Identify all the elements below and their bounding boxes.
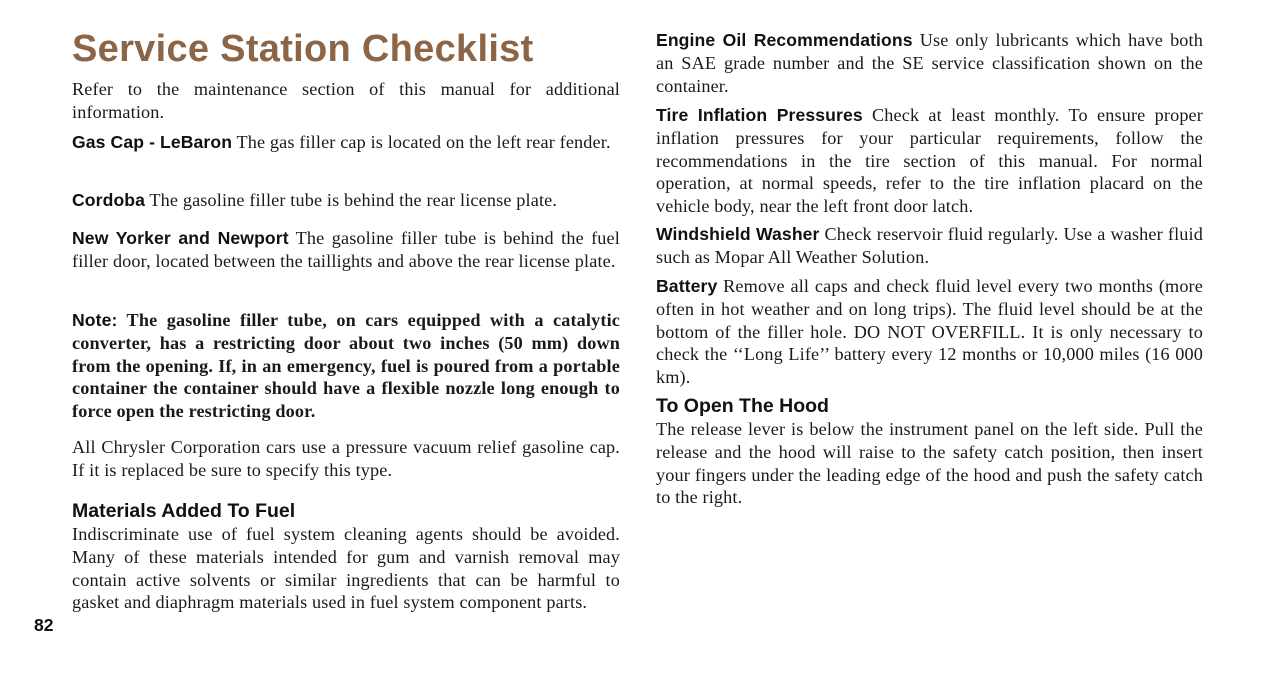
tire-inflation-paragraph bbox=[656, 104, 1203, 218]
materials-paragraph: Indiscriminate use of fuel system cleaning agents should be avoided. Many of these materials intended for gum and varnish removal may contain active solvents or similar ingredients that can be harmful to gasket and diaphragm materials used in fuel system component parts. bbox=[72, 524, 620, 613]
gas-cap-text: The gas filler cap is located on the left rear fender. bbox=[232, 132, 611, 152]
hood-heading: To Open The Hood bbox=[656, 395, 829, 417]
windshield-label: Windshield Washer bbox=[656, 224, 820, 244]
pressure-cap-paragraph: All Chrysler Corporation cars use a pressure vacuum relief gasoline cap. If it is replaced be sure to specify this type. bbox=[72, 437, 620, 480]
windshield-paragraph bbox=[656, 223, 1203, 269]
battery-text: Remove all caps and check fluid level every two months (more often in hot weather and on long trips). The fluid level should be at the bottom of the filler hole. DO NOT OVERFILL. It is only necessary to check the ‘‘Long Life’’ battery every 12 months or 10,000 miles (16 000 km). bbox=[656, 276, 1203, 388]
tire-inflation-text: Check at least monthly. To ensure proper inflation pressures for your particular requirements, follow the recommendations in the tire section of this manual. For normal operation, at normal speeds, refer to the tire inflation placard on the vehicle body, near the left front door latch. bbox=[656, 105, 1203, 217]
engine-oil-text: Use only lubricants which have both an SAE grade number and the SE service classification shown on the container. bbox=[656, 30, 1204, 96]
windshield-text: Check reservoir fluid regularly. Use a washer fluid such as Mopar All Weather Solution. bbox=[656, 224, 1203, 267]
battery-label: Battery bbox=[656, 276, 718, 296]
cordoba-paragraph bbox=[72, 189, 620, 212]
gas-cap-label: Gas Cap - LeBaron bbox=[72, 132, 233, 152]
note-text: The gasoline filler tube, on cars equipped with a catalytic converter, has a restricting door about two inches (50 mm) down from the opening. If, in an emergency, fuel is poured from a portable container the container should have a flexible nozzle long enough to force open the restricting door. bbox=[72, 310, 620, 422]
note-paragraph bbox=[72, 309, 620, 423]
intro-paragraph: Refer to the maintenance section of this manual for additional information. bbox=[72, 79, 620, 122]
note-label: Note: bbox=[72, 310, 118, 330]
tire-inflation-label: Tire Inflation Pressures bbox=[656, 105, 863, 125]
cordoba-text: The gasoline filler tube is behind the rear license plate. bbox=[145, 190, 558, 210]
materials-heading: Materials Added To Fuel bbox=[72, 500, 296, 522]
hood-paragraph: The release lever is below the instrument panel on the left side. Pull the release and the hood will raise to the safety catch position, then insert your fingers under the leading edge of the hood and push the safety catch to the right. bbox=[656, 419, 1203, 508]
page-title: Service Station Checklist bbox=[72, 28, 534, 70]
page-number: 82 bbox=[34, 615, 54, 635]
gas-cap-paragraph bbox=[72, 131, 620, 154]
new-yorker-text: The gasoline filler tube is behind the fuel filler door, located between the taillights and above the rear license plate. bbox=[72, 228, 620, 271]
cordoba-label: Cordoba bbox=[72, 190, 146, 210]
new-yorker-paragraph bbox=[72, 227, 620, 273]
battery-paragraph bbox=[656, 275, 1203, 389]
engine-oil-label: Engine Oil Recommendations bbox=[656, 30, 913, 50]
engine-oil-paragraph bbox=[656, 29, 1203, 97]
new-yorker-label: New Yorker and Newport bbox=[72, 228, 289, 248]
